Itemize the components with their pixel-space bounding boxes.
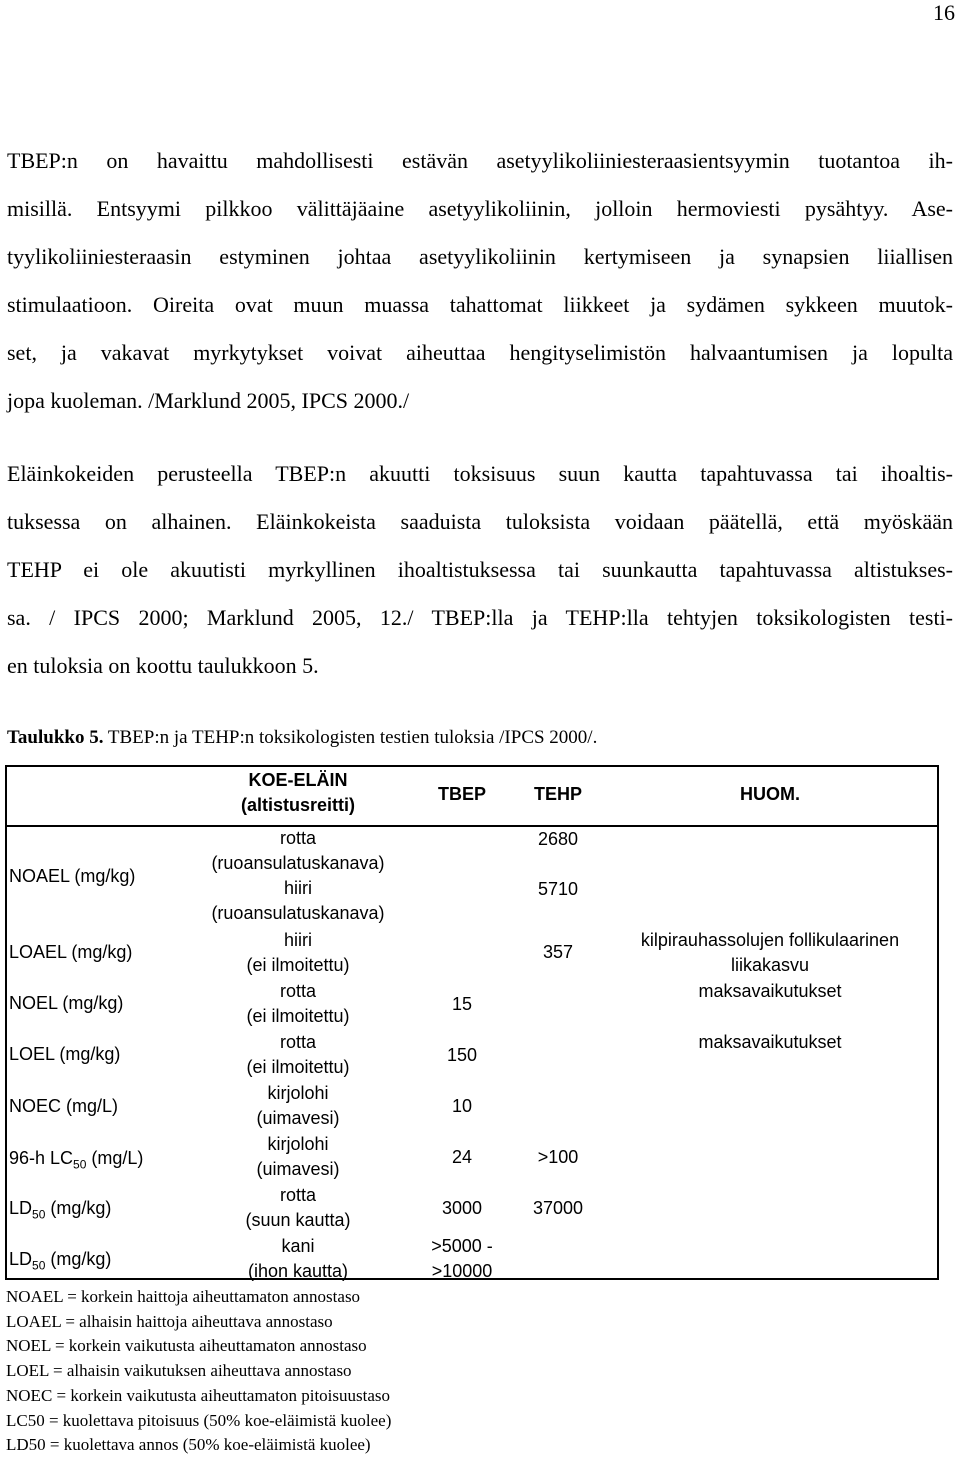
legend-item: LOAEL = alhaisin haittoja aiheuttava annostaso xyxy=(6,1311,333,1331)
row-param: LOEL (mg/kg) xyxy=(9,1044,121,1064)
row-animal: rotta (ei ilmoitettu) xyxy=(246,981,350,1026)
legend-item: LOEL = alhaisin vaikutuksen aiheuttava annostaso xyxy=(6,1361,352,1381)
paragraph-line: TBEP:n on havaittu mahdollisesti estävän asetyylikoliiniesteraasientsyymin tuotantoa ih- xyxy=(7,148,953,173)
paragraph-line: Eläinkokeiden perusteella TBEP:n akuutti toksisuus suun kautta tapahtuvassa tai ihoaltis- xyxy=(7,461,953,486)
row-param: NOAEL (mg/kg) xyxy=(9,866,136,886)
row-tbep: >5000 - >10000 xyxy=(431,1236,493,1281)
table-caption-label: Taulukko 5. xyxy=(7,727,104,748)
table-caption xyxy=(7,723,597,753)
paragraph-line: stimulaatioon. Oireita ovat muun muassa tahattomat liikkeet ja sydämen sykkeen muutok- xyxy=(7,292,953,317)
row-note: maksavaikutukset xyxy=(698,981,842,1001)
paragraph-line: jopa kuoleman. /Marklund 2005, IPCS 2000./ xyxy=(7,388,410,413)
row-animal: kani (ihon kautta) xyxy=(247,1236,349,1281)
row-note: kilpirauhassolujen follikulaarinen liikakasvu xyxy=(640,930,900,975)
row-param: $LD_{50}$ (mg/kg) xyxy=(9,1249,112,1273)
row-animal: rotta (suun kautta) xyxy=(245,1185,351,1230)
row-tbep: 24 xyxy=(451,1147,473,1167)
row-animal: hiiri (ei ilmoitettu) xyxy=(246,930,350,975)
paragraph-line: set, ja vakavat myrkytykset voivat aiheuttaa hengityselimistön halvaantumisen ja lopulta xyxy=(7,340,953,365)
row-animal: rotta (ruoansulatuskanava) hiiri (ruoansulatuskanava) xyxy=(211,828,385,923)
header-animal: KOE-ELÄIN (altistusreitti) xyxy=(240,770,355,815)
table-header-divider xyxy=(5,825,939,827)
table-caption-text: TBEP:n ja TEHP:n toksikologisten testien tuloksia /IPCS 2000/. xyxy=(103,727,598,748)
paragraph-2 xyxy=(7,450,953,690)
legend-item: NOEL = korkein vaikutusta aiheuttamaton annostaso xyxy=(6,1336,367,1356)
row-param: NOEC (mg/L) xyxy=(9,1096,119,1116)
row-param: LOAEL (mg/kg) xyxy=(9,942,133,962)
row-tehp: 5710 xyxy=(537,879,579,899)
row-tbep: 10 xyxy=(451,1096,473,1116)
row-tehp: 37000 xyxy=(532,1198,584,1218)
abbreviation-legend xyxy=(6,1285,391,1458)
header-tehp: TEHP xyxy=(533,784,582,804)
paragraph-line: sa. / IPCS 2000; Marklund 2005, 12./ TBEP:lla ja TEHP:lla tehtyjen toksikologisten testi- xyxy=(7,605,953,630)
row-tbep: 3000 xyxy=(441,1198,483,1218)
paragraph-line: tuksessa on alhainen. Eläinkokeista saaduista tuloksista voidaan päätellä, että myöskään xyxy=(7,509,953,534)
row-param: NOEL (mg/kg) xyxy=(9,993,124,1013)
page-number: 16 xyxy=(933,0,955,25)
row-tehp: >100 xyxy=(537,1147,579,1167)
legend-item: NOEC = korkein vaikutusta aiheuttamaton pitoisuustaso xyxy=(6,1385,391,1405)
row-param: $LD_{50}$ (mg/kg) xyxy=(9,1198,112,1222)
paragraph-line: misillä. Entsyymi pilkkoo välittäjäaine asetyylikoliinin, jolloin hermoviesti pysähtyy. Ase- xyxy=(7,196,953,221)
row-animal: kirjolohi (uimavesi) xyxy=(256,1083,340,1128)
header-note: HUOM. xyxy=(740,784,800,804)
paragraph-line: tyylikoliiniesteraasin estyminen johtaa asetyylikoliinin kertymiseen ja synapsien liiallisen xyxy=(7,244,953,269)
row-note: maksavaikutukset xyxy=(698,1032,842,1052)
row-tehp: 2680 xyxy=(537,829,579,849)
row-animal: rotta (ei ilmoitettu) xyxy=(246,1032,350,1077)
row-animal: kirjolohi (uimavesi) xyxy=(256,1134,340,1179)
row-tehp: 357 xyxy=(542,942,574,962)
row-tbep: 15 xyxy=(451,994,473,1014)
paragraph-1 xyxy=(7,137,953,425)
header-tbep: TBEP xyxy=(437,784,486,804)
paragraph-line: en tuloksia on koottu taulukkoon 5. xyxy=(7,653,319,678)
legend-item: LD50 = kuolettava annos (50% koe-eläimistä kuolee) xyxy=(6,1435,371,1455)
row-tbep: 150 xyxy=(446,1045,478,1065)
legend-item: LC50 = kuolettava pitoisuus (50% koe-eläimistä kuolee) xyxy=(6,1410,392,1430)
legend-item: NOAEL = korkein haittoja aiheuttamaton annostaso xyxy=(6,1287,361,1306)
row-param: 96-h $LC_{50}$ (mg/L) xyxy=(9,1148,144,1172)
paragraph-line: TEHP ei ole akuutisti myrkyllinen ihoaltistuksessa tai suunkautta tapahtuvassa altistukses- xyxy=(7,557,953,582)
